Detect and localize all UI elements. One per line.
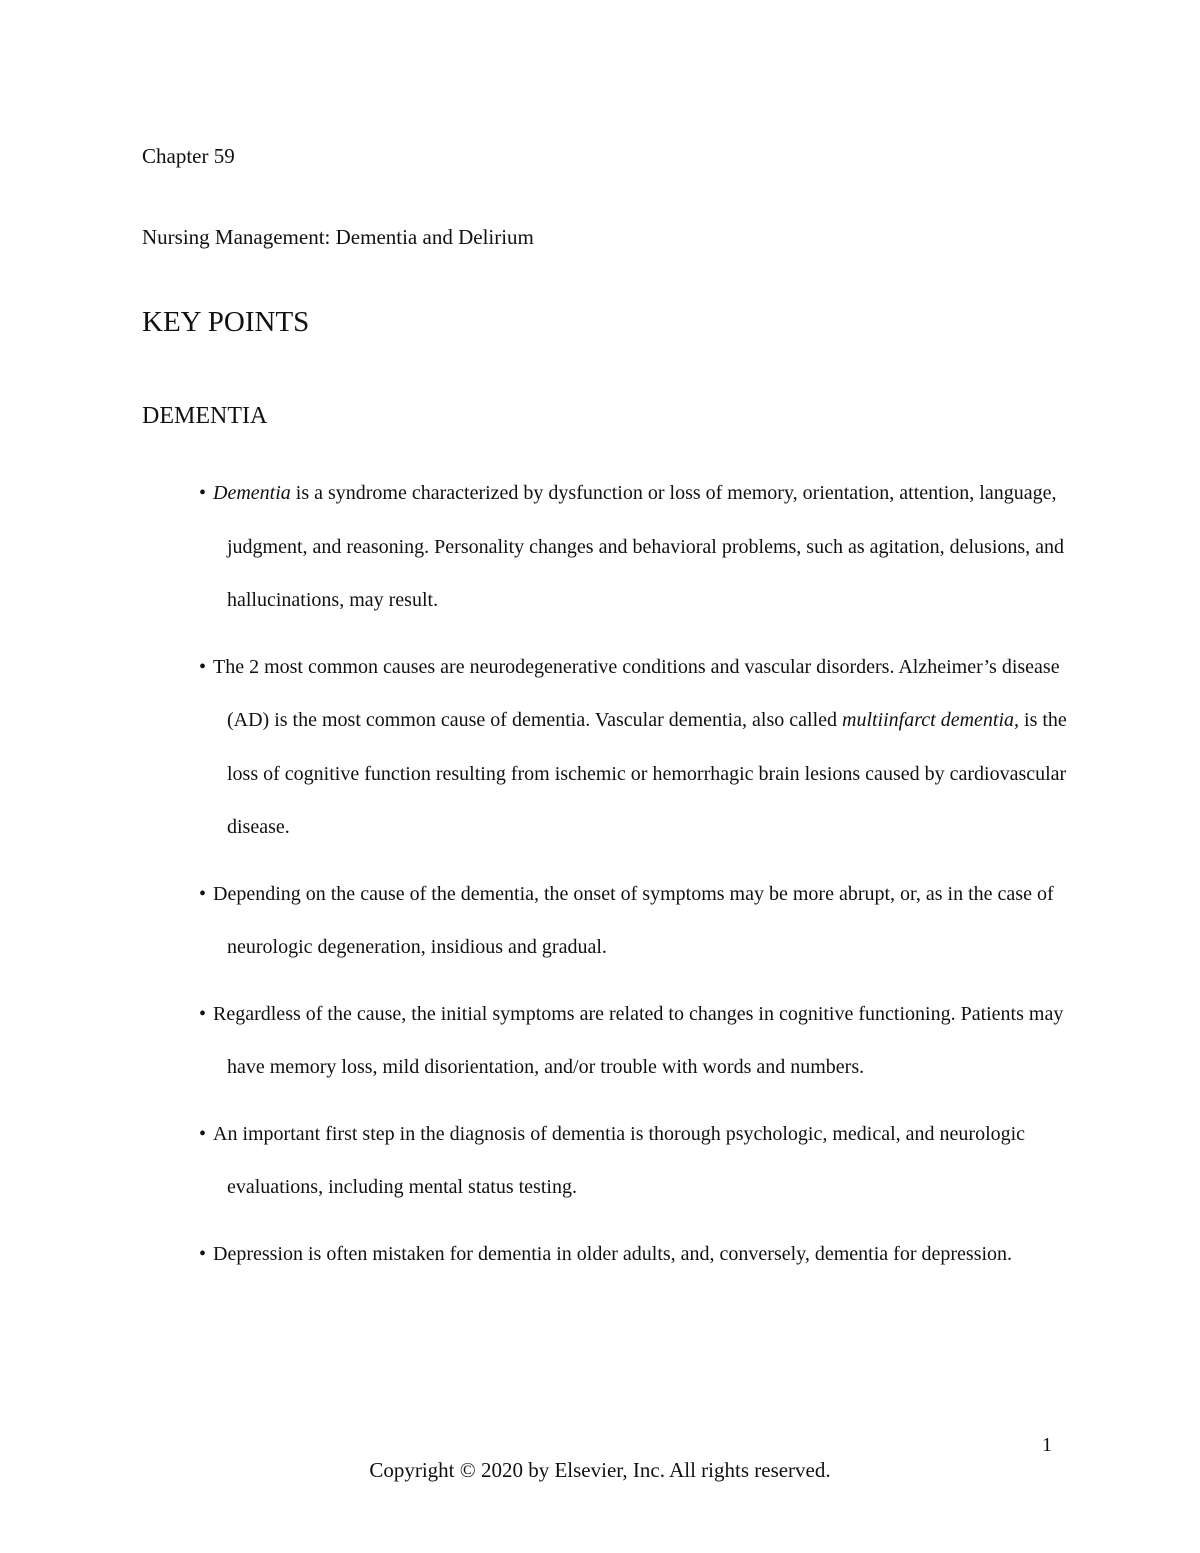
key-point-2-text-after: is the loss of cognitive function resulting from ischemic or hemorrhagic brain lesions caused by cardiovascular disease.	[227, 709, 1067, 838]
bullet-icon: •	[199, 1242, 207, 1265]
key-point-1-term: Dementia	[213, 482, 291, 504]
chapter-label: Chapter 59	[142, 144, 235, 168]
key-point-6	[199, 1228, 1069, 1282]
key-point-1-text: is a syndrome characterized by dysfunction or loss of memory, orientation, attention, language, judgment, and reasoning. Personality changes and behavioral problems, such as agitation, delusions, and hallucinations, may result.	[227, 482, 1065, 611]
chapter-title: Nursing Management: Dementia and Delirium	[142, 225, 534, 249]
key-point-2-text-before: The 2 most common causes are neurodegenerative conditions and vascular disorders. Alzheimer’s disease (AD) is the most common cause of dementia. Vascular dementia, also called	[213, 655, 1060, 731]
bullet-icon: •	[199, 482, 207, 504]
key-point-3	[199, 868, 1069, 975]
bullet-icon: •	[199, 655, 207, 678]
key-point-4	[199, 988, 1069, 1095]
key-point-4-text: Regardless of the cause, the initial symptoms are related to changes in cognitive functioning. Patients may have memory loss, mild disorientation, and/or trouble with words and numbers.	[213, 1002, 1064, 1078]
key-points-heading: KEY POINTS	[142, 306, 310, 338]
bullet-icon: •	[199, 882, 207, 905]
key-point-2	[199, 641, 1069, 855]
key-points-list	[199, 467, 1069, 1294]
copyright-footer: Copyright © 2020 by Elsevier, Inc. All rights reserved.	[369, 1458, 831, 1482]
key-point-3-text: Depending on the cause of the dementia, the onset of symptoms may be more abrupt, or, as in the case of neurologic degeneration, insidious and gradual.	[213, 882, 1054, 958]
page-number: 1	[1042, 1434, 1052, 1456]
key-point-6-text: Depression is often mistaken for dementia in older adults, and, conversely, dementia for depression.	[213, 1242, 1013, 1265]
key-point-2-term: multiinfarct dementia,	[842, 709, 1020, 731]
bullet-icon: •	[199, 1002, 207, 1025]
key-point-5	[199, 1108, 1069, 1215]
key-point-1	[199, 467, 1069, 628]
section-heading-dementia: DEMENTIA	[142, 403, 268, 429]
bullet-icon: •	[199, 1122, 207, 1145]
key-point-5-text: An important first step in the diagnosis of dementia is thorough psychologic, medical, and neurologic evaluations, including mental status testing.	[213, 1122, 1026, 1198]
